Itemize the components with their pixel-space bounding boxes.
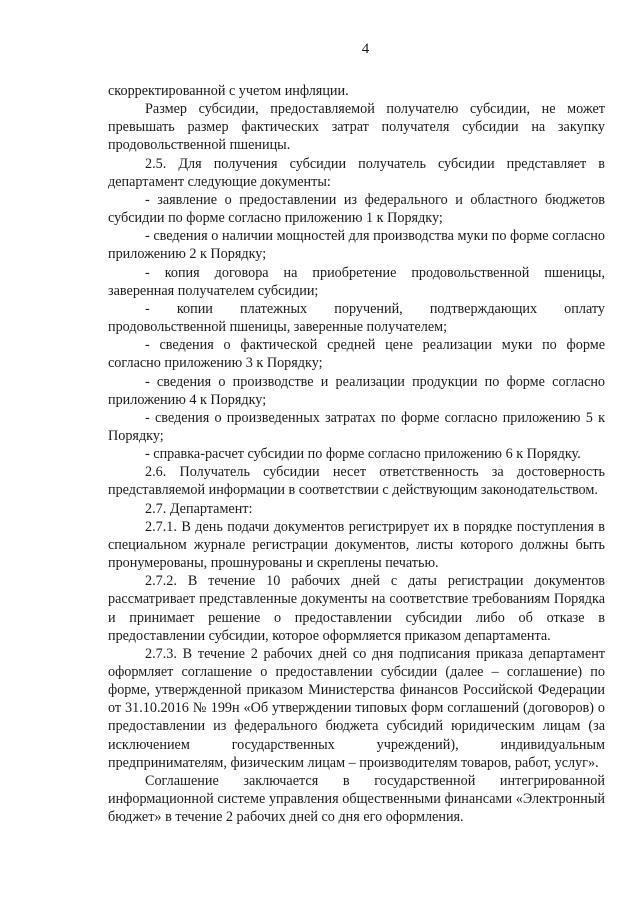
paragraph: Размер субсидии, предоставляемой получателю субсидии, не может превышать размер фактических затрат получателя субсидии на закупку продовольственной пшеницы. (108, 101, 605, 154)
paragraph: 2.7.1. В день подачи документов регистрирует их в порядке поступления в специальном журнале регистрации документов, листы которого должны быть пронумерованы, прошнурованы и скреплены печатью. (108, 518, 605, 572)
paragraph: - сведения о фактической средней цене реализации муки по форме согласно приложению 3 к Порядку; (108, 337, 605, 372)
document-page (108, 40, 605, 826)
paragraph: Соглашение заключается в государственной интегрированной информационной системе управления общественными финансами «Электронный бюджет» в течение 2 рабочих дней со дня его оформления. (108, 772, 605, 826)
paragraph: 2.7.2. В течение 10 рабочих дней с даты регистрации документов рассматривает представленные документы на соответствие требованиям Порядка и принимает решение о предоставлении субсидии либо об отказе в предоставлении субсидии, которое оформляется приказом департамента. (108, 573, 605, 644)
paragraph: - сведения о производстве и реализации продукции по форме согласно приложению 4 к Порядку; (108, 373, 605, 408)
paragraph: 2.7.3. В течение 2 рабочих дней со дня подписания приказа департамент оформляет соглашение о предоставлении субсидии (далее – соглашение) по форме, утвержденной приказом Министерства финансов Российской Федерации от 31.10.2016 № 199н «Об утверждении типовых форм соглашений (договоров) о предоставлении из федерального бюджета субсидий юридическим лицам (за исключением государственных учреждений), индивидуальным предпринимателям, физическим лицам – производителям товаров, работ, услуг». (108, 645, 605, 771)
paragraph: - заявление о предоставлении из федерального и областного бюджетов субсидии по форме согласно приложению 1 к Порядку; (108, 191, 605, 227)
paragraph: - копии платежных поручений, подтверждающих оплату продовольственной пшеницы, заверенные получателем; (108, 300, 605, 336)
paragraph: 2.5. Для получения субсидии получатель субсидии представляет в департамент следующие документы: (108, 155, 605, 190)
paragraph: скорректированной с учетом инфляции. (108, 83, 349, 99)
paragraph: - справка-расчет субсидии по форме согласно приложению 6 к Порядку. (145, 446, 581, 463)
paragraph: - копия договора на приобретение продовольственной пшеницы, заверенная получателем субсидии; (108, 264, 605, 299)
paragraph: 2.7. Департамент: (145, 500, 253, 517)
document-body (108, 82, 605, 826)
page-number: 4 (361, 41, 370, 57)
paragraph: - сведения о наличии мощностей для производства муки по форме согласно приложению 2 к Порядку; (108, 228, 605, 263)
paragraph: - сведения о произведенных затратах по форме согласно приложению 5 к Порядку; (108, 409, 605, 444)
paragraph: 2.6. Получатель субсидии несет ответственность за достоверность представляемой информации в соответствии с действующим законодательством. (108, 464, 605, 499)
